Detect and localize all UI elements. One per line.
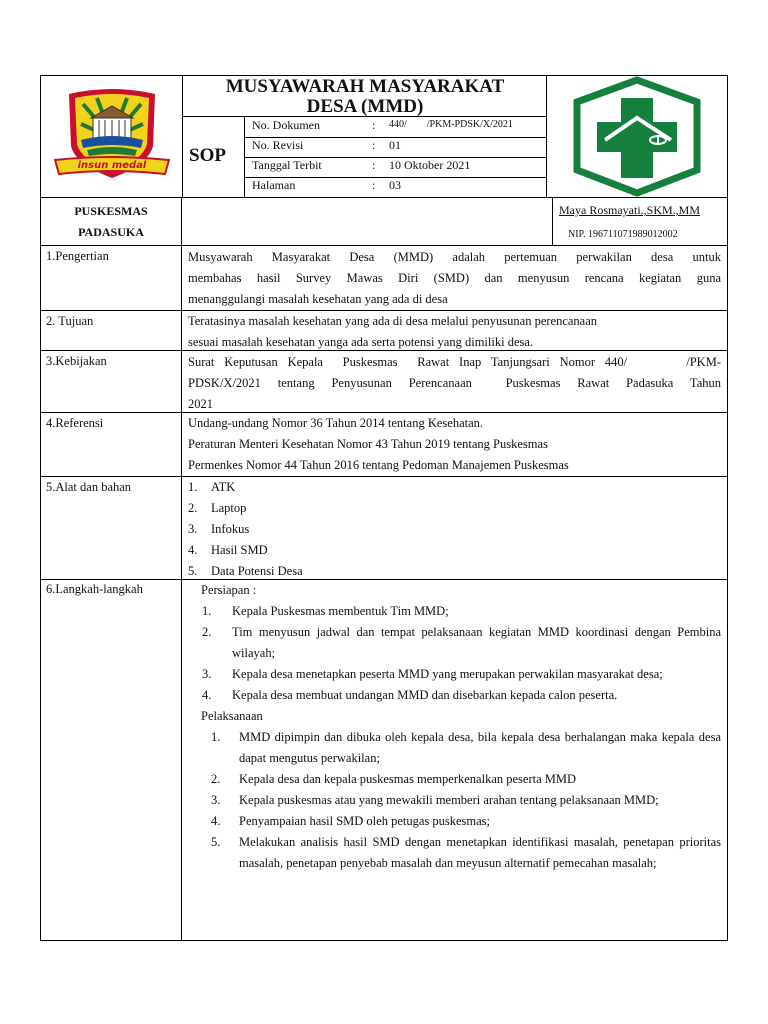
list-item: 5. Melakukan analisis hasil SMD dengan menetapkan identifikasi masalah, penetapan prioritas masalah, penetapan penyebab masalah dan meyusun alternatif pemecahan masalah; (211, 835, 721, 870)
section-tujuan (40, 311, 728, 351)
meta-value: 01 (389, 138, 401, 152)
signatory-name: Maya Rosmayati.,SKM.,MM (559, 203, 700, 217)
content-line: membahas hasil Survey Mawas Diri (SMD) dan menyusun rencana kegiatan guna (188, 271, 721, 285)
content-line: Undang-undang Nomor 36 Tahun 2014 tentang Kesehatan. (188, 416, 484, 430)
organization-cell (41, 198, 182, 245)
section-label: 1.Pengertian (41, 246, 182, 310)
puskesmas-hexagon-cross-icon (547, 76, 728, 198)
pelaksanaan-heading: Pelaksanaan (201, 709, 263, 723)
content-line: Surat Keputusan Kepala Puskesmas Rawat Inap Tanjungsari Nomor 440/ /PKM- (188, 355, 721, 369)
content-line: 2021 (188, 397, 213, 411)
section-alat-bahan (40, 477, 728, 580)
persiapan-list (188, 601, 721, 706)
section-label: 2. Tujuan (41, 311, 182, 350)
signatory-nip: NIP. 196711071989012002 (568, 229, 678, 240)
meta-label: No. Revisi (252, 138, 304, 152)
section-content (182, 351, 727, 415)
content-line: PDSK/X/2021 tentang Penyusunan Perencanaan Puskesmas Rawat Padasuka Tahun (188, 376, 721, 390)
document-header (40, 75, 728, 198)
section-kebijakan (40, 351, 728, 413)
list-item: 4. Penyampaian hasil SMD oleh petugas puskesmas; (211, 814, 491, 828)
persiapan-heading: Persiapan : (201, 583, 257, 597)
content-line: menanggulangi masalah kesehatan yang ada di desa (188, 292, 448, 306)
meta-label: Tanggal Terbit (252, 158, 322, 172)
list-item: 3. Infokus (188, 522, 250, 536)
meta-label: Halaman (252, 178, 296, 192)
section-content (182, 413, 727, 476)
header-center (183, 76, 547, 198)
blank-cell (182, 198, 553, 245)
meta-value: 10 Oktober 2021 (389, 158, 471, 172)
document-title (183, 76, 547, 117)
list-item: 2. Kepala desa dan kepala puskesmas memperkenalkan peserta MMD (211, 772, 577, 786)
meta-colon: : (372, 158, 376, 172)
regency-logo (41, 76, 183, 198)
meta-value: 440/ /PKM-PDSK/X/2021 (389, 119, 513, 130)
sop-label-cell (183, 117, 245, 198)
pelaksanaan-list (188, 727, 721, 874)
list-item: 4. Hasil SMD (188, 543, 268, 557)
meta-colon: : (372, 138, 376, 152)
meta-row-revisi (245, 137, 547, 158)
list-item: 2. Tim menyusun jadwal dan tempat pelaksanaan kegiatan MMD koordinasi dengan Pembina wilayah; (202, 625, 721, 660)
list-item: 1. MMD dipimpin dan dibuka oleh kepala desa, bila kepala desa berhalangan maka kepala desa dapat mengutus perwakilan; (211, 730, 721, 765)
meta-row-tanggal (245, 157, 547, 178)
content-line: sesuai masalah kesehatan yanga ada serta potensi yang dimiliki desa. (188, 335, 534, 349)
content-line: Peraturan Menteri Kesehatan Nomor 43 Tahun 2019 tentang Puskesmas (188, 437, 548, 451)
meta-label: No. Dokumen (252, 118, 320, 132)
list-item: 1. ATK (188, 480, 236, 494)
content-line: Permenkes Nomor 44 Tahun 2016 tentang Pedoman Manajemen Puskesmas (188, 458, 569, 472)
list-item: 5. Data Potensi Desa (188, 564, 303, 578)
list-item: 3. Kepala puskesmas atau yang mewakili memberi arahan tentang pelaksanaan MMD; (211, 793, 659, 807)
sop-label: SOP (189, 145, 226, 166)
section-label: 3.Kebijakan (41, 351, 182, 412)
section-referensi (40, 413, 728, 477)
organization-line-1: PUSKESMAS (74, 204, 148, 218)
regency-shield-icon (41, 76, 183, 198)
meta-row-dokumen (245, 117, 547, 138)
title-line-2: DESA (MMD) (306, 96, 424, 117)
section-label: 5.Alat dan bahan (41, 477, 182, 579)
section-langkah (40, 580, 728, 941)
meta-colon: : (372, 178, 376, 192)
content-line: Musyawarah Masyarakat Desa (MMD) adalah pertemuan perwakilan desa untuk (188, 250, 721, 264)
signature-row (40, 197, 728, 246)
meta-row-halaman (245, 177, 547, 197)
section-pengertian (40, 246, 728, 311)
content-line: Teratasinya masalah kesehatan yang ada di desa melalui penyusunan perencanaan (188, 314, 598, 328)
equipment-list (188, 477, 721, 582)
list-item: 2. Laptop (188, 501, 247, 515)
organization-line-2: PADASUKA (78, 225, 144, 239)
puskesmas-logo (547, 76, 728, 198)
meta-colon: : (372, 118, 376, 132)
section-content (182, 580, 727, 874)
title-line-1: MUSYAWARAH MASYARAKAT (225, 76, 505, 97)
section-label: 6.Langkah-langkah (41, 580, 182, 940)
section-label: 4.Referensi (41, 413, 182, 476)
list-item: 4. Kepala desa membuat undangan MMD dan disebarkan kepada calon peserta. (202, 688, 618, 702)
section-content (182, 477, 727, 582)
list-item: 3. Kepala desa menetapkan peserta MMD yang merupakan perwakilan masyarakat desa; (202, 667, 663, 681)
section-content (182, 311, 727, 353)
regency-logo-motto: insun medal (77, 160, 147, 171)
document-meta (245, 117, 547, 198)
list-item: 1. Kepala Puskesmas membentuk Tim MMD; (202, 604, 449, 618)
meta-value: 03 (389, 178, 401, 192)
section-content (182, 246, 727, 310)
